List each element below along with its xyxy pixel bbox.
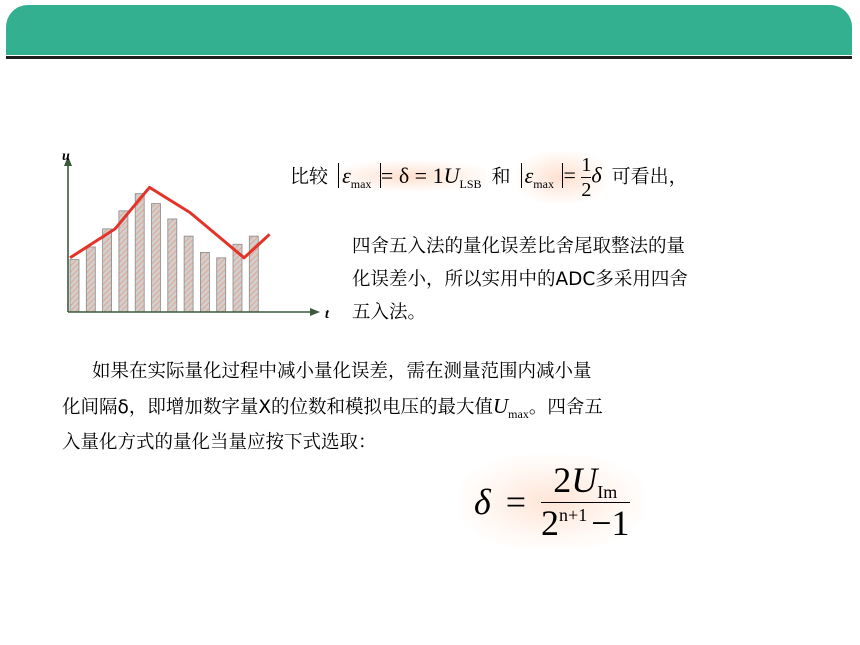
denominator-base: 2 <box>541 502 560 543</box>
eq2-mid: = <box>563 162 576 188</box>
header-divider <box>6 56 852 59</box>
conclusion-line-2: 化误差小，所以实用中的ADC多采用四舍 <box>352 269 688 290</box>
x-axis-label: t <box>325 307 329 322</box>
u-symbol: U <box>443 162 460 188</box>
delta-symbol: δ <box>591 162 602 188</box>
half-numerator: 1 <box>581 154 592 176</box>
max-subscript: max <box>350 176 372 191</box>
y-axis-label: u <box>62 149 70 164</box>
formula-delta: δ <box>474 482 491 523</box>
header-bar <box>6 5 852 55</box>
paragraph-line-3: 入量化方式的量化当量应按下式选取： <box>62 432 377 453</box>
bar-2 <box>86 247 95 312</box>
bar-7 <box>168 219 177 312</box>
bar-3 <box>103 229 112 312</box>
denominator-exponent: n+1 <box>559 504 588 525</box>
bar-10 <box>217 258 226 312</box>
x-axis-arrow <box>310 308 320 316</box>
eq1-rhs: = δ = 1 <box>380 162 444 188</box>
numerator-coefficient: 2 <box>553 460 572 500</box>
epsilon-symbol-2: ε <box>524 162 534 188</box>
formula-denominator <box>541 504 629 544</box>
bar-8 <box>184 236 193 312</box>
bar-4 <box>119 211 128 312</box>
numerator-subscript: Im <box>597 482 618 502</box>
half-denominator: 2 <box>581 179 592 201</box>
paragraph-line-2-tail: 。四舍五 <box>528 397 603 418</box>
conclusion-line-3: 五入法。 <box>352 302 427 323</box>
numerator-u: U <box>571 460 598 500</box>
formula-equals: = <box>505 482 527 523</box>
denominator-minus-one: −1 <box>591 502 630 543</box>
comparison-line <box>290 152 688 203</box>
lsb-subscript: LSB <box>459 176 482 191</box>
bar-9 <box>200 252 209 312</box>
formula-numerator <box>541 461 629 501</box>
compare-and: 和 <box>491 165 511 188</box>
compare-tail: 可看出， <box>611 165 688 188</box>
formula-fraction <box>541 461 629 543</box>
epsilon-symbol: ε <box>342 162 351 188</box>
umax-subscript: max <box>508 407 529 421</box>
max-subscript-2: max <box>533 176 554 191</box>
one-half-fraction <box>581 154 591 201</box>
bar-6 <box>152 204 161 312</box>
bar-1 <box>70 260 79 312</box>
paragraph-line-1: 如果在实际量化过程中减小量化误差，需在测量范围内减小量 <box>92 361 592 382</box>
conclusion-line-1: 四舍五入法的量化误差比舍尾取整法的量 <box>352 236 686 257</box>
umax-symbol: U <box>493 394 509 418</box>
paragraph-line-2-text: 化间隔δ，即增加数字量X的位数和模拟电压的最大值 <box>62 397 493 418</box>
quantization-formula <box>460 455 644 549</box>
bar-5 <box>135 194 144 312</box>
paragraph-line-2 <box>62 393 603 419</box>
compare-lead: 比较 <box>290 165 329 188</box>
equation-1 <box>334 161 485 191</box>
equation-2 <box>517 152 606 203</box>
